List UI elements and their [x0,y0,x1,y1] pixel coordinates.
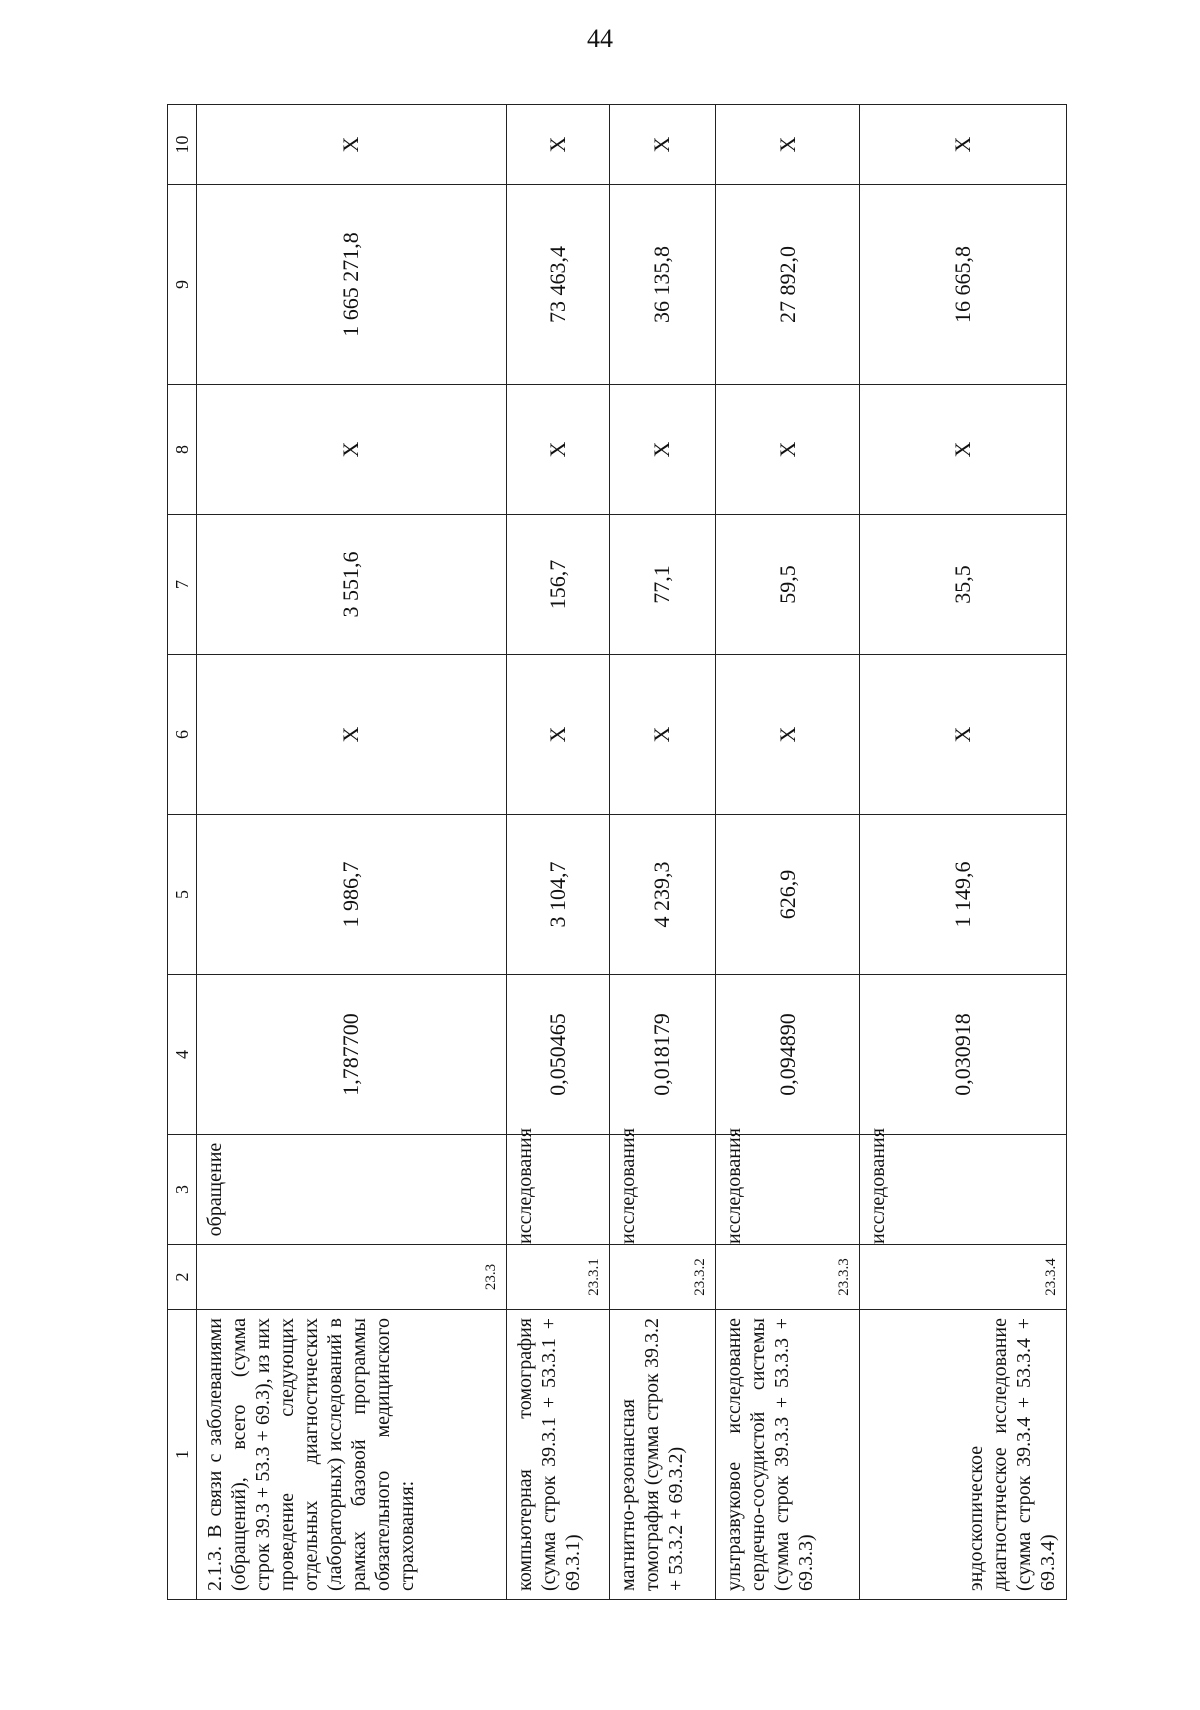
cell-col7: 3 551,6 [197,515,507,655]
cell-col10: X [609,105,716,185]
cell-col8: X [506,385,609,515]
table-row [506,105,609,1600]
cell-col4: 0,030918 [859,975,1066,1135]
page-number: 44 [587,24,613,53]
column-number-row [168,105,197,1600]
column-header: 6 [168,655,197,815]
cell-col6: X [197,655,507,815]
cell-col5: 1 986,7 [197,815,507,975]
cell-col5: 4 239,3 [609,815,716,975]
row-code: 23.3.4 [859,1245,1066,1310]
cell-col9: 27 892,0 [716,185,859,385]
row-name: магнитно-резонансная томография (сумма строк 39.3.2 + 53.3.2 + 69.3.2) [609,1310,716,1600]
column-header: 8 [168,385,197,515]
row-unit: обращение [197,1135,507,1245]
cell-col6: X [716,655,859,815]
row-name: 2.1.3. В связи с заболеваниями (обращений), всего (сумма строк 39.3 + 53.3 + 69.3), из них проведение следующих отдельных диагностических (лабораторных) исследований в рамках базовой программы обязательного медицинского страхования: [197,1310,507,1600]
cell-col5: 1 149,6 [859,815,1066,975]
row-code: 23.3.3 [716,1245,859,1310]
table-row [609,105,716,1600]
cell-col6: X [859,655,1066,815]
cell-col4: 0,050465 [506,975,609,1135]
data-table [167,104,1067,1600]
cell-col10: X [859,105,1066,185]
cell-col5: 626,9 [716,815,859,975]
table-row [716,105,859,1600]
table-row [197,105,507,1600]
cell-col8: X [609,385,716,515]
rotated-table-container [167,105,1067,1600]
cell-col7: 156,7 [506,515,609,655]
cell-col8: X [197,385,507,515]
column-header: 3 [168,1135,197,1245]
column-header: 4 [168,975,197,1135]
column-header: 9 [168,185,197,385]
cell-col8: X [716,385,859,515]
cell-col6: X [506,655,609,815]
row-code: 23.3 [197,1245,507,1310]
row-unit: исследования [506,1135,609,1245]
row-code: 23.3.1 [506,1245,609,1310]
cell-col4: 0,018179 [609,975,716,1135]
column-header: 7 [168,515,197,655]
row-name: ультразвуковое исследование сердечно-сосудистой системы (сумма строк 39.3.3 + 53.3.3 + 69.3.3) [716,1310,859,1600]
row-unit: исследования [716,1135,859,1245]
column-header: 2 [168,1245,197,1310]
column-header: 5 [168,815,197,975]
row-unit: исследования [859,1135,1066,1245]
cell-col7: 35,5 [859,515,1066,655]
cell-col8: X [859,385,1066,515]
cell-col4: 1,787700 [197,975,507,1135]
cell-col9: 36 135,8 [609,185,716,385]
column-header: 1 [168,1310,197,1600]
cell-col10: X [716,105,859,185]
cell-col9: 73 463,4 [506,185,609,385]
cell-col7: 59,5 [716,515,859,655]
cell-col10: X [506,105,609,185]
cell-col5: 3 104,7 [506,815,609,975]
cell-col9: 16 665,8 [859,185,1066,385]
cell-col9: 1 665 271,8 [197,185,507,385]
cell-col7: 77,1 [609,515,716,655]
table-row [859,105,1066,1600]
cell-col6: X [609,655,716,815]
column-header: 10 [168,105,197,185]
cell-col4: 0,094890 [716,975,859,1135]
row-unit: исследования [609,1135,716,1245]
row-code: 23.3.2 [609,1245,716,1310]
cell-col10: X [197,105,507,185]
row-name: эндоскопическое диагностическое исследование (сумма строк 39.3.4 + 53.3.4 + 69.3.4) [859,1310,1066,1600]
row-name: компьютерная томография (сумма строк 39.3.1 + 53.3.1 + 69.3.1) [506,1310,609,1600]
